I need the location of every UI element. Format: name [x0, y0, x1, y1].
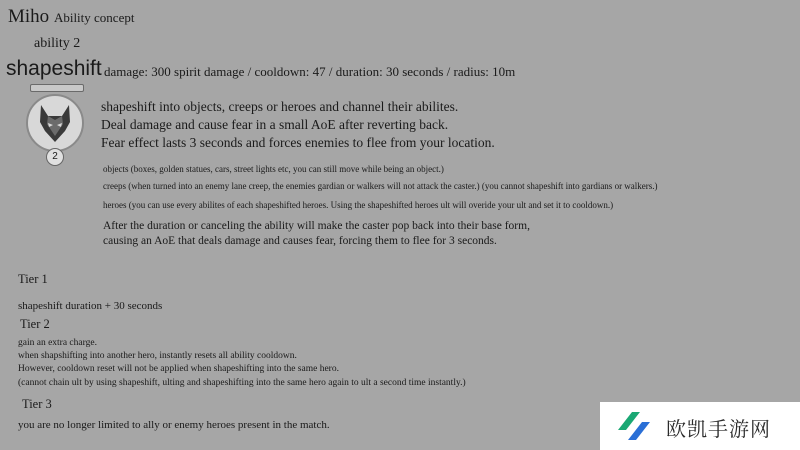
fox-mask-icon [28, 96, 82, 150]
description-line: shapeshift into objects, creeps or heroes and channel their abilites. [101, 99, 459, 114]
watermark [600, 402, 800, 450]
ability-icon [26, 84, 86, 170]
watermark-logo-icon [614, 408, 654, 444]
tier-2-line: when shapshifting into another hero, instantly resets all ability cooldown. [18, 351, 297, 361]
hero-title [8, 6, 134, 28]
ability-number: ability 2 [34, 36, 81, 51]
description-line: Deal damage and cause fear in a small AoE after reverting back. [101, 117, 449, 132]
ability-name: shapeshift [6, 57, 102, 80]
tier-2-line: (cannot chain ult by using shapeshift, ulting and shapeshifting into the same hero again to ult a second time instantly.) [18, 378, 466, 388]
watermark-text: 欧凯手游网 [666, 417, 771, 441]
revert-line: After the duration or canceling the ability will make the caster pop back into their base form, [103, 220, 530, 232]
tier-2-line: gain an extra charge. [18, 338, 97, 348]
tier-3-title: Tier 3 [22, 397, 52, 411]
concept-subtitle: Ability concept [53, 10, 135, 25]
ability-stats: damage: 300 spirit damage / cooldown: 47 / duration: 30 seconds / radius: 10m [104, 64, 516, 79]
tier-3-line: you are no longer limited to ally or enemy heroes present in the match. [18, 419, 330, 431]
detail-creeps: creeps (when turned into an enemy lane creep, the enemies gardian or walkers will not attack the caster.) (you cannot shapeshift into gardians or walkers.) [103, 181, 658, 191]
hero-name: Miho [8, 6, 50, 27]
ability-slot-badge: 2 [46, 148, 64, 166]
tier-1-line: shapeshift duration + 30 seconds [18, 300, 163, 312]
tier-1-title: Tier 1 [18, 272, 48, 286]
revert-line: causing an AoE that deals damage and causes fear, forcing them to flee for 3 seconds. [103, 235, 497, 247]
tier-2-title: Tier 2 [20, 317, 50, 331]
detail-heroes: heroes (you can use every abilites of each shapeshifted heroes. Using the shapeshifted heroes ult will overide your ult and set it to cooldown.) [103, 200, 614, 210]
tier-2-line: However, cooldown reset will not be applied when shapeshifting into the same hero. [18, 364, 339, 374]
detail-objects: objects (boxes, golden statues, cars, street lights etc, you can still move while being an object.) [103, 164, 444, 174]
charge-bar [30, 84, 84, 92]
description-line: Fear effect lasts 3 seconds and forces enemies to flee from your location. [101, 135, 495, 150]
icon-frame [26, 94, 84, 152]
